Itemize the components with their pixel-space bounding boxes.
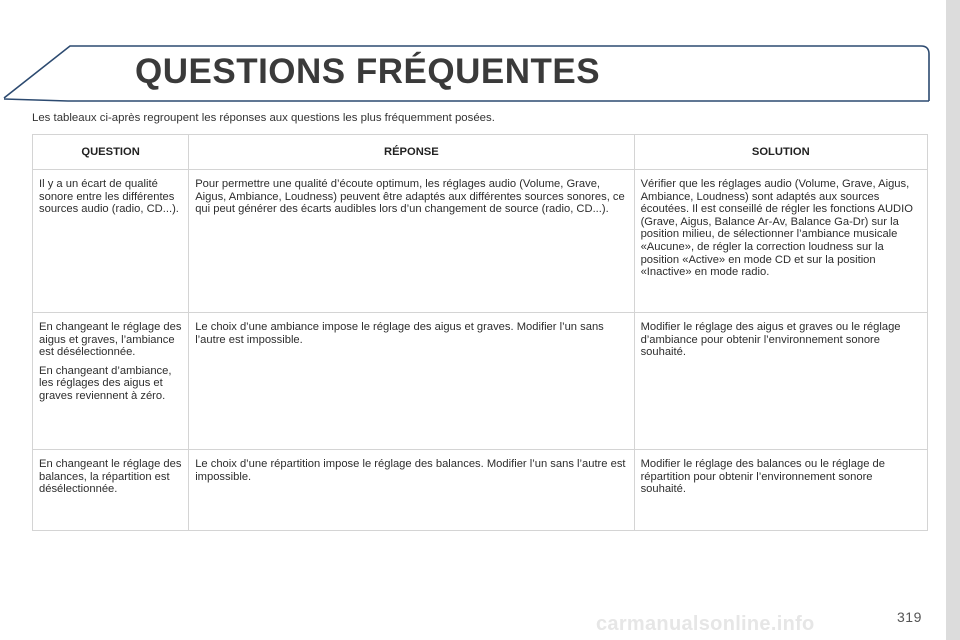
intro-text: Les tableaux ci-après regroupent les réponses aux questions les plus fréquemment posées. xyxy=(32,112,495,124)
answer-text: Le choix d’une ambiance impose le réglage des aigus et graves. Modifier l’un sans l’autre est impossible. xyxy=(195,321,604,346)
solution-cell xyxy=(634,450,927,531)
table-row xyxy=(33,450,928,531)
solution-text: Modifier le réglage des balances ou le réglage de répartition pour obtenir l’environnement sonore souhaité. xyxy=(640,458,885,496)
table-row xyxy=(33,313,928,450)
solution-text: Vérifier que les réglages audio (Volume, Grave, Aigus, Ambiance, Loudness) sont adaptés aux sources écoutées. Il est conseillé de régler les fonctions AUDIO (Grave, Aigus, Balance Ar-Av, Balance Ga-Dr) sur la position milieu, de sélectionner l’ambiance musicale «Aucune», de régler la correction loudness sur la position «Active» en mode CD et sur la position «Inactive» en mode radio. xyxy=(640,178,913,279)
question-text: Il y a un écart de qualité sonore entre les différentes sources audio (radio, CD...). xyxy=(39,178,179,216)
question-text: En changeant le réglage des aigus et graves, l’ambiance est désélectionnée. xyxy=(39,321,182,359)
question-text: En changeant d’ambiance, les réglages des aigus et graves reviennent à zéro. xyxy=(39,364,172,402)
faq-table xyxy=(32,134,928,531)
solution-cell xyxy=(634,313,927,450)
page-title: QUESTIONS FRÉQUENTES xyxy=(135,52,601,91)
solution-text: Modifier le réglage des aigus et graves ou le réglage d’ambiance pour obtenir l’environnement sonore souhaité. xyxy=(640,321,901,359)
header-answer: RÉPONSE xyxy=(189,135,634,170)
answer-cell xyxy=(189,170,634,313)
header-question: QUESTION xyxy=(33,135,189,170)
header-solution: SOLUTION xyxy=(634,135,927,170)
table-header-row xyxy=(33,135,928,170)
question-cell xyxy=(33,313,189,450)
solution-cell xyxy=(634,170,927,313)
right-margin-bar xyxy=(946,0,960,640)
answer-cell xyxy=(189,313,634,450)
table-row xyxy=(33,170,928,313)
answer-text: Le choix d’une répartition impose le réglage des balances. Modifier l’un sans l’autre est impossible. xyxy=(195,458,626,483)
answer-cell xyxy=(189,450,634,531)
page-number: 319 xyxy=(897,609,922,625)
question-cell xyxy=(33,450,189,531)
question-text: En changeant le réglage des balances, la répartition est désélectionnée. xyxy=(39,458,182,496)
question-cell xyxy=(33,170,189,313)
answer-text: Pour permettre une qualité d’écoute optimum, les réglages audio (Volume, Grave, Aigus, Ambiance, Loudness) peuvent être adaptés aux différentes sources sonores, ce qui peut générer des écarts audibles lors d’un changement de source (radio, CD...). xyxy=(195,178,625,216)
watermark: carmanualsonline.info xyxy=(596,613,815,635)
